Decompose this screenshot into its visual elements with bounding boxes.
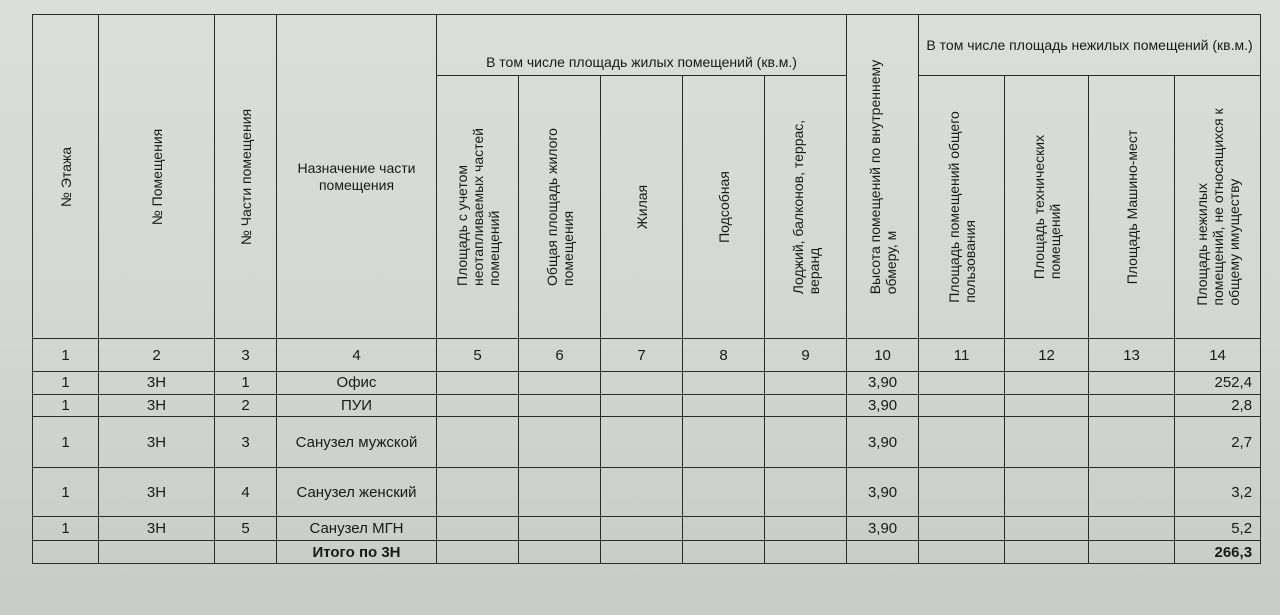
cell-floor: 1	[33, 394, 99, 416]
cell-empty	[1089, 372, 1175, 394]
table-row	[33, 394, 1261, 416]
room-area-table	[32, 14, 1261, 564]
cell-room: 3Н	[99, 394, 215, 416]
header-col-8-label: Подсобная	[715, 171, 732, 244]
cell-empty	[919, 372, 1005, 394]
header-col-13-label: Площадь Машино-мест	[1123, 130, 1140, 285]
cell-height: 3,90	[847, 417, 919, 468]
header-row-groups	[33, 15, 1261, 76]
cell-room: 3Н	[99, 516, 215, 540]
cell-empty	[765, 417, 847, 468]
table-row	[33, 372, 1261, 394]
cell-height: 3,90	[847, 516, 919, 540]
header-col-6-label: Общая площадь жилого помещения	[543, 128, 576, 287]
cell-purpose: Офис	[277, 372, 437, 394]
cell-empty	[437, 516, 519, 540]
header-col-7-label: Жилая	[633, 185, 650, 230]
cell-empty	[1005, 394, 1089, 416]
column-number: 8	[683, 339, 765, 372]
header-col-12-label: Площадь технических помещений	[1030, 135, 1063, 280]
cell-empty	[765, 541, 847, 564]
cell-empty	[215, 541, 277, 564]
cell-empty	[519, 394, 601, 416]
cell-area: 3,2	[1175, 468, 1261, 517]
cell-empty	[1005, 372, 1089, 394]
cell-empty	[519, 541, 601, 564]
cell-empty	[437, 394, 519, 416]
header-height-label: Высота помещений по внутреннему обмеру, м	[866, 59, 899, 295]
cell-empty	[847, 541, 919, 564]
cell-empty	[683, 417, 765, 468]
cell-empty	[33, 541, 99, 564]
header-col-8	[683, 76, 765, 339]
cell-empty	[683, 516, 765, 540]
cell-purpose: Санузел мужской	[277, 417, 437, 468]
header-floor-label: № Этажа	[57, 146, 74, 207]
column-number-row	[33, 339, 1261, 372]
cell-height: 3,90	[847, 372, 919, 394]
cell-height: 3,90	[847, 394, 919, 416]
header-height	[847, 15, 919, 339]
table-row	[33, 417, 1261, 468]
cell-empty	[919, 417, 1005, 468]
cell-empty	[919, 516, 1005, 540]
cell-empty	[765, 372, 847, 394]
cell-floor: 1	[33, 417, 99, 468]
cell-empty	[519, 468, 601, 517]
cell-empty	[519, 417, 601, 468]
header-living-group	[437, 15, 847, 76]
header-col-12	[1005, 76, 1089, 339]
column-number: 13	[1089, 339, 1175, 372]
header-purpose	[277, 15, 437, 339]
table-row	[33, 516, 1261, 540]
cell-empty	[1005, 417, 1089, 468]
cell-empty	[765, 394, 847, 416]
cell-room: 3Н	[99, 372, 215, 394]
cell-empty	[1089, 468, 1175, 517]
total-label: Итого по 3Н	[277, 541, 437, 564]
cell-empty	[1005, 541, 1089, 564]
header-col-5	[437, 76, 519, 339]
total-area: 266,3	[1175, 541, 1261, 564]
cell-empty	[1089, 541, 1175, 564]
header-part-label: № Части помещения	[237, 108, 254, 245]
header-col-6	[519, 76, 601, 339]
cell-empty	[683, 468, 765, 517]
cell-area: 5,2	[1175, 516, 1261, 540]
cell-empty	[1089, 417, 1175, 468]
header-col-14	[1175, 76, 1261, 339]
cell-purpose: Санузел МГН	[277, 516, 437, 540]
cell-empty	[765, 516, 847, 540]
header-room-label: № Помещения	[148, 128, 165, 225]
cell-empty	[601, 394, 683, 416]
column-number: 7	[601, 339, 683, 372]
cell-room: 3Н	[99, 468, 215, 517]
cell-height: 3,90	[847, 468, 919, 517]
header-col-5-label: Площадь с учетом неотапливаемых частей помещений	[453, 128, 502, 287]
header-col-11	[919, 76, 1005, 339]
cell-empty	[1005, 468, 1089, 517]
cell-area: 2,7	[1175, 417, 1261, 468]
cell-empty	[437, 417, 519, 468]
cell-empty	[437, 541, 519, 564]
cell-area: 252,4	[1175, 372, 1261, 394]
cell-empty	[437, 372, 519, 394]
cell-empty	[601, 541, 683, 564]
header-col-7	[601, 76, 683, 339]
column-number: 6	[519, 339, 601, 372]
column-number: 9	[765, 339, 847, 372]
cell-purpose: ПУИ	[277, 394, 437, 416]
cell-purpose: Санузел женский	[277, 468, 437, 517]
column-number: 1	[33, 339, 99, 372]
table-row	[33, 468, 1261, 517]
header-room	[99, 15, 215, 339]
header-floor	[33, 15, 99, 339]
cell-empty	[919, 468, 1005, 517]
cell-empty	[601, 516, 683, 540]
column-number: 2	[99, 339, 215, 372]
column-number: 11	[919, 339, 1005, 372]
column-number: 4	[277, 339, 437, 372]
header-col-14-label: Площадь нежилых помещений, не относящихся к общему имуществу	[1193, 108, 1242, 306]
cell-empty	[919, 541, 1005, 564]
cell-floor: 1	[33, 468, 99, 517]
cell-room: 3Н	[99, 417, 215, 468]
cell-part: 2	[215, 394, 277, 416]
header-purpose-label: Назначение части помещения	[297, 159, 416, 193]
total-row	[33, 541, 1261, 564]
cell-empty	[1089, 394, 1175, 416]
cell-empty	[683, 372, 765, 394]
cell-empty	[519, 372, 601, 394]
cell-floor: 1	[33, 372, 99, 394]
cell-part: 4	[215, 468, 277, 517]
header-col-9-label: Лоджий, балконов, террас, веранд	[789, 120, 822, 295]
cell-empty	[437, 468, 519, 517]
header-part	[215, 15, 277, 339]
column-number: 3	[215, 339, 277, 372]
cell-empty	[1005, 516, 1089, 540]
cell-empty	[683, 394, 765, 416]
cell-floor: 1	[33, 516, 99, 540]
header-col-13	[1089, 76, 1175, 339]
cell-empty	[519, 516, 601, 540]
header-nonliving-group-label: В том числе площадь нежилых помещений (кв.м.)	[926, 36, 1253, 53]
header-nonliving-group	[919, 15, 1261, 76]
column-number: 5	[437, 339, 519, 372]
column-number: 10	[847, 339, 919, 372]
column-number: 14	[1175, 339, 1261, 372]
header-col-11-label: Площадь помещений общего пользования	[945, 111, 978, 304]
cell-empty	[601, 417, 683, 468]
cell-part: 5	[215, 516, 277, 540]
cell-empty	[601, 468, 683, 517]
cell-part: 3	[215, 417, 277, 468]
cell-empty	[1089, 516, 1175, 540]
cell-empty	[765, 468, 847, 517]
header-col-9	[765, 76, 847, 339]
cell-empty	[99, 541, 215, 564]
cell-empty	[683, 541, 765, 564]
cell-area: 2,8	[1175, 394, 1261, 416]
cell-empty	[919, 394, 1005, 416]
header-living-group-label: В том числе площадь жилых помещений (кв.м.)	[486, 54, 797, 71]
column-number: 12	[1005, 339, 1089, 372]
cell-part: 1	[215, 372, 277, 394]
cell-empty	[601, 372, 683, 394]
